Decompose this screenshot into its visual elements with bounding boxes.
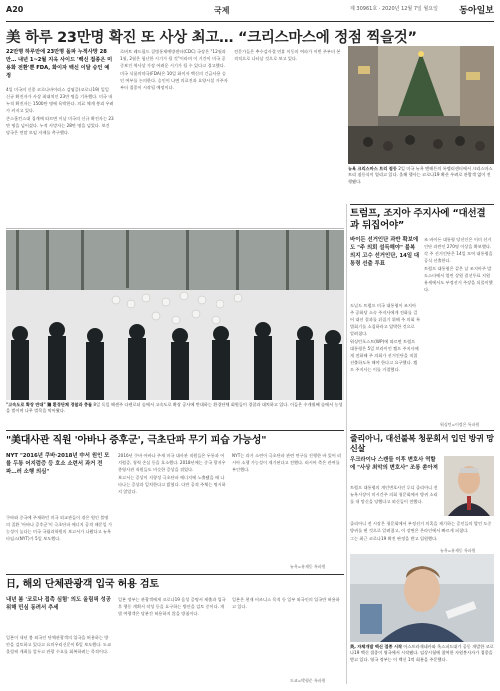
- portrait-icon: [444, 456, 494, 516]
- main-paragraph: 존스홉킨스대 집계에 따르면 이날 미국의 신규 확진자는 23만 명을 넘어섰다. 누적 사망자는 28만 명을 넘었다. 보건 당국은 연말 모임 자제를 촉구했다.: [6, 116, 114, 135]
- main-body-col1: [6, 86, 114, 224]
- giuliani-paragraph: 트럼프 대통령의 개인변호사인 루디 줄리아니 전 뉴욕시장이 미시간주 의회 청문회에서 방귀 소리를 내 망신을 당했다고 외신들이 전했다.: [350, 485, 438, 504]
- giuliani-paragraph: 줄리아니 전 시장은 청문회에서 부정선거 의혹을 제기하는 증인들의 발언 도중 방귀를 뀐 것으로 알려졌고, 이 장면은 온라인에서 빠르게 퍼졌다.: [350, 521, 492, 533]
- page-header: [0, 0, 500, 22]
- column-divider: [346, 204, 347, 684]
- trump-body-col1: [350, 302, 420, 426]
- divider: [350, 204, 494, 205]
- trump-paragraph: 조 바이든 대통령 당선인은 이미 선거인단 과반인 270명 이상을 확보했다. 각 주 선거인단은 14일 모여 대통령을 공식 선출한다.: [424, 237, 493, 263]
- japan-body-col2: [118, 596, 226, 684]
- street-photo: [348, 46, 494, 164]
- divider: [350, 430, 494, 431]
- japan-paragraph: 일본이 내년 봄 외국인 단체관광객의 입국을 허용하는 방안을 검토하고 있다고 요미우리신문이 6일 보도했다. 도쿄 올림픽 개최를 앞두고 관광 수요를 회복하려는 목적이다.: [6, 635, 112, 654]
- divider: [6, 228, 344, 229]
- giuliani-headline: 줄리아니, 대선불복 청문회서 입던 방귀 망신살: [350, 434, 494, 453]
- japan-paragraph: 일본 정부는 관광객에게 코로나19 음성 증명서 제출과 입국 후 행동 계획서 작성 등을 요구하는 방안을 검토 중이다. 개별 여행객은 당분간 허용하지 않을 방침이다.: [118, 597, 226, 616]
- havana-paragraph: NYT는 과거 소련이 극초단파 관련 연구를 진행한 바 있어 러시아 소행 가능성이 제기된다고 전했다. 러시아 측은 관여를 부인했다.: [232, 453, 342, 472]
- giuliani-paragraph: 그는 최근 코로나19 확진 판정을 받고 입원했다.: [350, 536, 438, 541]
- giuliani-byline: 뉴욕=유재동 특파원: [440, 548, 476, 553]
- japan-byline: 도쿄=박형준 특파원: [290, 678, 326, 683]
- trump-byline: 워싱턴=이정은 특파원: [440, 422, 480, 427]
- main-body-col3: [234, 48, 342, 224]
- japan-body-col1: [6, 634, 112, 684]
- main-headline: 美 하루 23만명 확진 또 사상 최고… “크리스마스에 정점 찍을것”: [6, 30, 417, 46]
- street-photo-caption: [348, 166, 494, 200]
- section-number: A20: [6, 5, 24, 14]
- issue-date: 제 30961호 · 2020년 12월 7일 월요일: [350, 6, 438, 12]
- havana-headline: "美대사관 직원 '아바나 증후군', 극초단파 무기 피습 가능성": [6, 435, 267, 446]
- portrait-photo: [444, 456, 494, 516]
- giuliani-sub: 우크라이나 스캔들 이후 변호사 역할에 "사상 최악의 변호사" 조롱 쏟아져: [350, 457, 438, 471]
- caption-title: 英, 자체개발 백신 접종 시작: [350, 644, 403, 649]
- newspaper-brand: 동아일보: [459, 6, 494, 16]
- main-body-col2: [120, 48, 228, 224]
- trump-headline: 트럼프, 조지아 주지사에 “대선결과 뒤집어야”: [350, 208, 486, 231]
- havana-body-col1: [6, 514, 112, 570]
- caption-text: 2일 미국 뉴욕 맨해튼의 록펠러센터에서 크리스마스트리 점등식이 열리고 있다. 올해 행사는 코로나19 확산 우려로 관람객 없이 진행됐다.: [348, 166, 493, 184]
- japan-lede: 내년 봄 '코로나 접촉 심험' 의도 올림픽 성공 위해 민심 동려서 추세: [6, 597, 111, 611]
- japan-headline: 日, 해외 단체관광객 입국 허용 검토: [6, 579, 159, 590]
- main-paragraph: 전문가들은 추수감사절 연휴 이동의 여파가 이번 주부터 본격적으로 나타날 것으로 보고 있다.: [234, 49, 341, 61]
- havana-paragraph: 2016년 쿠바 아바나 주재 미국 대사관 직원들은 두통과 어지럼증, 청력 손실 등을 호소했다. 2018년에는 중국 광저우 총영사관 직원들도 비슷한 증상을 겪었다.: [118, 453, 226, 472]
- protest-photo-icon: [6, 230, 344, 400]
- havana-body-col3: [232, 452, 342, 564]
- caption-text: 아스트라제네카와 옥스퍼드대가 공동 개발한 코로나19 백신 접종이 영국에서 시작됐다. 임상시험에 참여한 자원봉사자가 접종을 받고 있다. 영국 정부는 이 백신 1억 회분을 주문했다.: [350, 644, 494, 662]
- divider: [6, 574, 344, 575]
- giuliani-body-b: [350, 520, 494, 546]
- main-paragraph: 4일 미국의 신종 코로나바이러스 감염증(코로나19) 일일 신규 확진자가 사상 최대치인 23만 명을 기록했다. 미국 내 누적 확진자는 1500만 명에 육박한다. 의료 체계 붕괴 우려가 커지고 있다.: [6, 87, 114, 113]
- havana-paragraph: 보고서는 증상이 지향성 극초단파 에너지에 노출됐을 때 나타나는 증상과 일치한다고 밝혔다. 다만 공격 주체는 명시하지 않았다.: [118, 475, 226, 494]
- caption-text: 8일 독일 헤센주 다넨로더 숲에서 고속도로 확장 공사에 반대하는 환경단체 회원들이 경찰과 대치하고 있다. 이들은 수개월째 숲에서 농성을 벌이며 나무 벌목을 막아왔다.: [6, 402, 343, 414]
- vaccine-caption: [350, 644, 494, 688]
- vaccine-photo: [350, 554, 494, 642]
- desk-label: 국제: [214, 6, 230, 15]
- protest-photo-caption: [6, 402, 344, 428]
- main-paragraph: 미국 식품의약국(FDA)은 10일 화이자 백신의 긴급사용 승인 여부를 논의한다. 승인이 나면 의료진과 요양시설 거주자부터 접종이 시작될 예정이다.: [120, 71, 228, 90]
- japan-body-col3: [232, 596, 342, 676]
- trump-body-col2: [424, 236, 494, 420]
- havana-body-col2: [118, 452, 226, 570]
- trump-paragraph: 도널드 트럼프 미국 대통령이 조지아주 공화당 소속 주지사에게 전화를 걸어 대선 결과를 뒤집기 위해 주 의회 특별회기를 소집하라고 압박한 것으로 알려졌다.: [350, 303, 420, 336]
- caption-title: 뉴욕 크리스마스 트리 점등: [348, 166, 397, 171]
- trump-paragraph: 트럼프 대통령은 같은 날 조지아주 발도스타에서 열린 상원 결선투표 지원 유세에서도 부정선거 주장을 되풀이했다.: [424, 266, 493, 292]
- caption-title: "고속도로 확장 반대" 獨 환경단체 경찰과 충돌: [6, 402, 93, 407]
- havana-byline: 뉴욕=유재동 특파원: [290, 564, 326, 569]
- trump-paragraph: 워싱턴포스트(WP)에 따르면 트럼프 대통령은 5일 브라이언 켐프 주지사에게 전화해 주 의회가 선거인단을 직접 선출하도록 해야 한다고 요구했다. 켐프 주지사는 이를 거절했다.: [350, 339, 419, 372]
- main-paragraph: 로버트 레드필드 질병통제예방센터(CDC) 국장은 "12월과 1월, 2월은 험난한 시기가 될 것"이라며 이 기간이 미국 공중보건 역사상 가장 어려운 시기가 될 수 있다고 경고했다.: [120, 49, 226, 68]
- vaccine-photo-icon: [350, 554, 494, 642]
- main-lede: 22만명 하루만에 23만명 돌파 누적사망 28만… 내년 1~2월 지옥 사이드 '백신 접종은 미용화 전환'뿐 FDA, 화이자 백신 이달 승인 예정: [6, 49, 113, 79]
- trump-sub: 바이든 선거인단 과반 확보에도 "주 의회 설득해야" 불복 의지 고수 선거인단, 14일 대통령 선출 투표: [350, 237, 420, 267]
- havana-lede: NYT "2016년 쿠바·2018년 中서 원인 모를 두통 어지럼증 등 호소 소련서 과거 전파…러 소행 의심": [6, 453, 110, 475]
- header-rule: [6, 21, 494, 22]
- giuliani-body-a: [350, 484, 440, 518]
- divider: [6, 430, 344, 431]
- street-photo-icon: [348, 46, 494, 164]
- havana-paragraph: 쿠바와 중국에 주재하던 미국 외교관들이 겪은 원인 불명의 질환 '아바나 증후군'이 극초단파 에너지 공격 때문일 가능성이 높다는 미국 국립과학원의 보고서가 나왔다고 뉴욕타임스(NYT)가 5일 보도했다.: [6, 515, 112, 541]
- japan-paragraph: 일본은 현재 비즈니스 목적 등 일부 외국인의 입국만 허용하고 있다.: [232, 597, 340, 609]
- protest-photo: [6, 230, 344, 400]
